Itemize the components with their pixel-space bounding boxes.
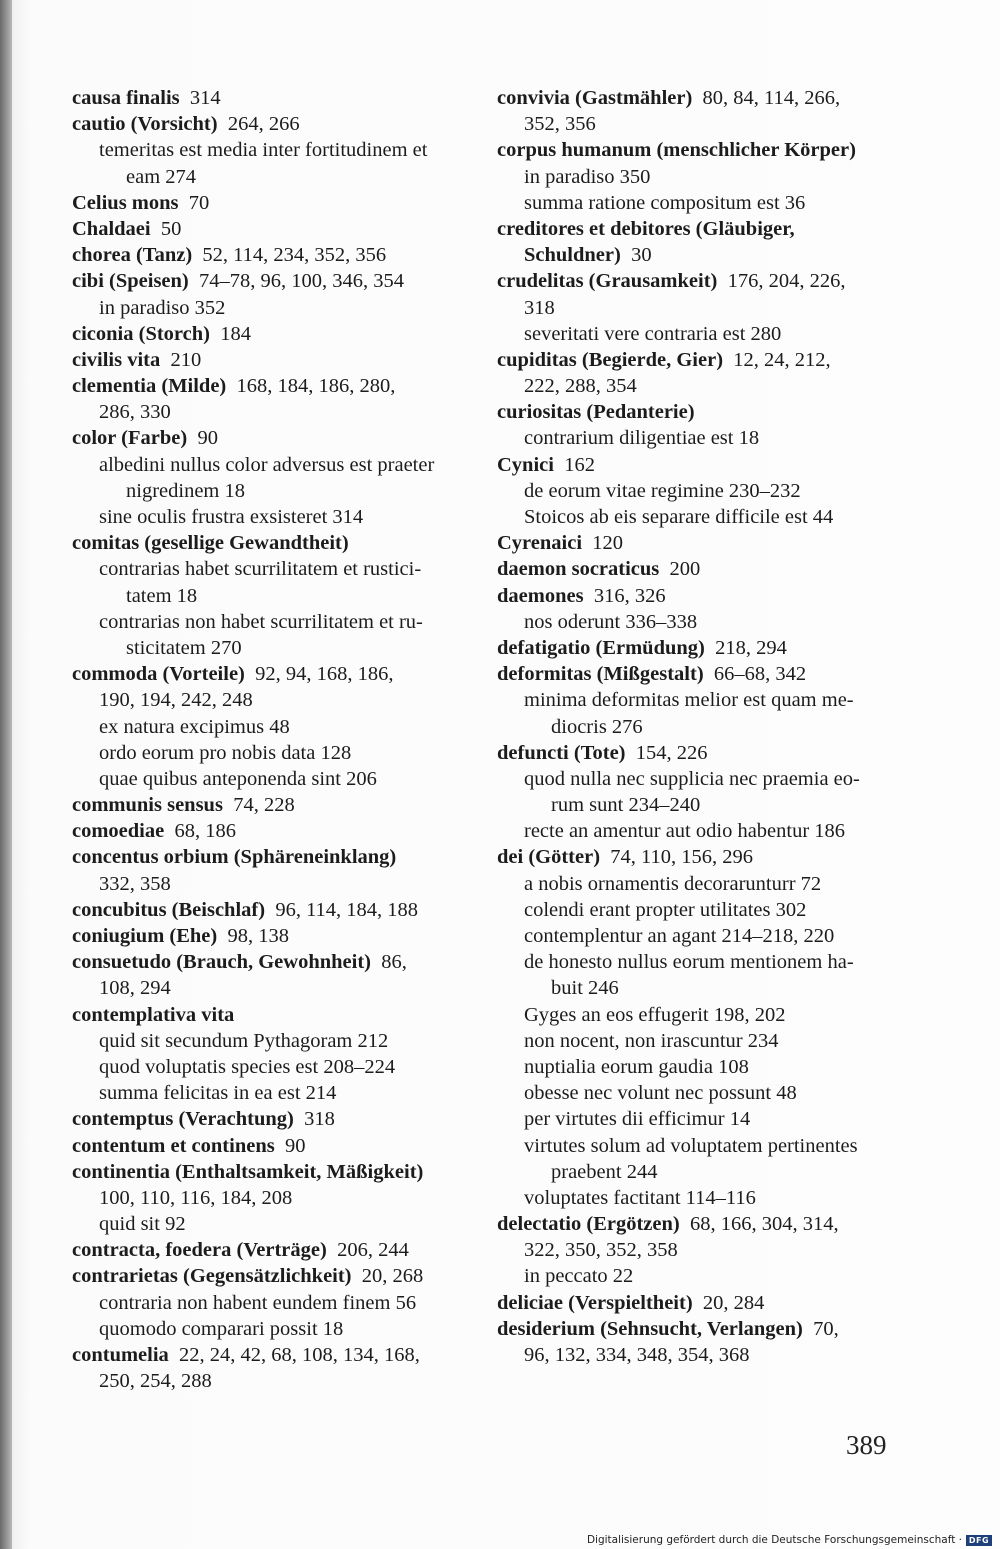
index-subentry-text: quae quibus anteponenda sint 206 bbox=[99, 767, 377, 790]
index-subentry bbox=[497, 373, 897, 399]
index-subentry-text: 108, 294 bbox=[99, 977, 171, 1000]
index-subentry-text: praebent 244 bbox=[551, 1160, 658, 1183]
index-subentry bbox=[72, 1368, 482, 1394]
index-subentry-text: voluptates factitant 114–116 bbox=[524, 1186, 756, 1209]
index-term: desiderium (Sehnsucht, Verlangen) bbox=[497, 1317, 803, 1340]
index-subentry-text: de honesto nullus eorum mentionem ha- bbox=[524, 951, 854, 974]
index-entry bbox=[497, 583, 897, 609]
index-column-left bbox=[72, 85, 482, 1394]
index-subentry bbox=[497, 425, 897, 451]
index-subentry bbox=[497, 111, 897, 137]
index-entry bbox=[497, 556, 897, 582]
index-term: cibi (Speisen) bbox=[72, 270, 189, 293]
index-entry bbox=[497, 661, 897, 687]
index-subentry-text: ordo eorum pro nobis data 128 bbox=[99, 741, 352, 764]
index-subentry-text: nos oderunt 336–338 bbox=[524, 610, 698, 633]
index-subentry-text: summa ratione compositum est 36 bbox=[524, 191, 806, 214]
index-subentry-text: severitati vere contraria est 280 bbox=[524, 322, 782, 345]
index-term: defuncti (Tote) bbox=[497, 741, 626, 764]
index-entry bbox=[497, 85, 897, 111]
index-page-refs: 154, 226 bbox=[635, 741, 708, 764]
index-subentry bbox=[72, 452, 482, 478]
index-term: cautio (Vorsicht) bbox=[72, 113, 218, 136]
index-subentry bbox=[497, 1133, 897, 1159]
index-entry bbox=[72, 792, 482, 818]
index-entry bbox=[72, 216, 482, 242]
index-subentry bbox=[497, 1080, 897, 1106]
index-subentry bbox=[497, 871, 897, 897]
index-entry bbox=[72, 1159, 482, 1185]
index-page-refs: 176, 204, 226, bbox=[727, 270, 846, 293]
index-term: cupiditas (Begierde, Gier) bbox=[497, 348, 724, 371]
index-page-refs: 66–68, 342 bbox=[713, 663, 807, 686]
index-page-refs: 162 bbox=[564, 453, 595, 476]
index-subentry bbox=[72, 1028, 482, 1054]
index-subentry bbox=[497, 1002, 897, 1028]
page-binding-edge bbox=[0, 0, 12, 1549]
index-entry bbox=[72, 661, 482, 687]
index-page-refs: 50 bbox=[160, 217, 182, 240]
index-subentry-text: albedini nullus color adversus est praeter bbox=[99, 453, 435, 476]
index-subentry-text: 286, 330 bbox=[99, 401, 171, 424]
index-term: commoda (Vorteile) bbox=[72, 663, 245, 686]
index-term: deliciae (Verspieltheit) bbox=[497, 1291, 693, 1314]
index-subentry-text: nigredinem 18 bbox=[126, 479, 245, 502]
index-term: color (Farbe) bbox=[72, 427, 188, 450]
credit-text: Digitalisierung gefördert durch die Deutsche Forschungsgemeinschaft · bbox=[586, 1534, 962, 1546]
index-page-refs: 70, bbox=[813, 1317, 839, 1340]
index-subentry-text: summa felicitas in ea est 214 bbox=[99, 1082, 337, 1105]
index-page-refs: 30 bbox=[631, 244, 652, 267]
index-subentry-text: recte an amentur aut odio habentur 186 bbox=[524, 820, 846, 843]
index-subentry-text: diocris 276 bbox=[551, 715, 643, 738]
index-subentry bbox=[72, 1211, 482, 1237]
index-page-refs: 264, 266 bbox=[227, 113, 300, 136]
index-subentry bbox=[497, 609, 897, 635]
index-entry bbox=[497, 1316, 897, 1342]
index-page-refs: 74, 110, 156, 296 bbox=[610, 846, 754, 869]
index-entry bbox=[497, 347, 897, 373]
index-subentry-text: 222, 288, 354 bbox=[524, 375, 637, 398]
index-entry bbox=[497, 635, 897, 661]
index-subentry bbox=[497, 949, 897, 975]
index-subentry bbox=[497, 1185, 897, 1211]
index-entry bbox=[72, 1133, 482, 1159]
index-page-refs: 184 bbox=[220, 322, 251, 345]
index-subentry-text: buit 246 bbox=[551, 977, 619, 1000]
index-subentry-text: quod nulla nec supplicia nec praemia eo- bbox=[524, 767, 860, 790]
index-subentry bbox=[72, 583, 482, 609]
index-entry bbox=[72, 1106, 482, 1132]
index-subentry bbox=[72, 1054, 482, 1080]
index-page-refs: 12, 24, 212, bbox=[733, 348, 831, 371]
index-term: contrarietas (Gegensätzlichkeit) bbox=[72, 1265, 352, 1288]
dfg-logo: DFG bbox=[966, 1535, 992, 1546]
index-subentry-text: de eorum vitae regimine 230–232 bbox=[524, 479, 801, 502]
index-page-refs: 206, 244 bbox=[337, 1239, 409, 1262]
index-subentry bbox=[497, 190, 897, 216]
index-subentry bbox=[72, 295, 482, 321]
index-subentry-text: 332, 358 bbox=[99, 872, 171, 895]
page-number: 389 bbox=[846, 1430, 887, 1460]
index-subentry bbox=[72, 1316, 482, 1342]
index-subentry bbox=[72, 1185, 482, 1211]
index-subentry bbox=[497, 321, 897, 347]
index-term: comitas (gesellige Gewandtheit) bbox=[72, 532, 349, 555]
index-page-refs: 218, 294 bbox=[715, 636, 787, 659]
index-term: convivia (Gastmähler) bbox=[497, 87, 693, 109]
index-subentry-text: rum sunt 234–240 bbox=[551, 794, 701, 817]
index-subentry bbox=[497, 714, 897, 740]
index-entry bbox=[72, 923, 482, 949]
index-subentry-text: a nobis ornamentis decorarunturr 72 bbox=[524, 872, 822, 895]
index-subentry bbox=[72, 687, 482, 713]
index-entry bbox=[497, 1211, 897, 1237]
index-subentry bbox=[497, 242, 897, 268]
index-page-refs: 314 bbox=[189, 87, 221, 109]
index-subentry-text: 318 bbox=[524, 296, 555, 319]
index-subentry-text: per virtutes dii efficimur 14 bbox=[524, 1108, 751, 1131]
digitization-credit bbox=[587, 1531, 992, 1549]
index-term: communis sensus bbox=[72, 794, 223, 817]
index-subentry-text: Gyges an eos effugerit 198, 202 bbox=[524, 1003, 786, 1026]
index-subentry bbox=[72, 975, 482, 1001]
index-subentry bbox=[72, 609, 482, 635]
index-subentry-text: quod voluptatis species est 208–224 bbox=[99, 1055, 396, 1078]
index-subentry-text: sine oculis frustra exsisteret 314 bbox=[99, 506, 364, 528]
index-page-refs: 68, 166, 304, 314, bbox=[689, 1213, 839, 1236]
index-subentry bbox=[497, 504, 897, 530]
index-term: daemones bbox=[497, 584, 584, 607]
index-page-refs: 20, 268 bbox=[361, 1265, 424, 1288]
index-page-refs: 52, 114, 234, 352, 356 bbox=[202, 244, 387, 267]
index-subentry-text: 100, 110, 116, 184, 208 bbox=[99, 1186, 293, 1209]
index-page-refs: 74–78, 96, 100, 346, 354 bbox=[199, 270, 404, 293]
index-page-refs: 86, bbox=[381, 951, 407, 974]
index-term: curiositas (Pedanterie) bbox=[497, 401, 695, 424]
index-page-refs: 98, 138 bbox=[227, 925, 289, 947]
index-entry bbox=[72, 373, 482, 399]
index-page-refs: 210 bbox=[170, 348, 202, 371]
index-subentry-text: quid sit secundum Pythagoram 212 bbox=[99, 1029, 389, 1052]
index-subentry-text: in paradiso 350 bbox=[524, 165, 651, 188]
index-term: Cyrenaici bbox=[497, 532, 583, 555]
index-subentry bbox=[497, 295, 897, 321]
index-subentry-text: ex natura excipimus 48 bbox=[99, 715, 290, 738]
index-subentry bbox=[497, 478, 897, 504]
index-subentry-text: contraria non habent eundem finem 56 bbox=[99, 1291, 417, 1314]
index-entry bbox=[72, 242, 482, 268]
index-term: concubitus (Beischlaf) bbox=[72, 898, 266, 921]
index-subentry-text: quomodo comparari possit 18 bbox=[99, 1317, 344, 1340]
index-subentry bbox=[72, 871, 482, 897]
index-subentry-text: contrarium diligentiae est 18 bbox=[524, 427, 760, 450]
index-page-refs: 22, 24, 42, 68, 108, 134, 168, bbox=[179, 1344, 420, 1366]
index-subentry-text: eam 274 bbox=[126, 165, 197, 188]
index-subentry bbox=[72, 1080, 482, 1106]
index-entry bbox=[497, 740, 897, 766]
index-subentry bbox=[72, 504, 482, 530]
index-subentry-text: contrarias habet scurrilitatem et rustici- bbox=[99, 558, 422, 581]
index-entry bbox=[497, 530, 897, 556]
index-subentry bbox=[497, 818, 897, 844]
index-subentry-text: contemplentur an agant 214–218, 220 bbox=[524, 925, 835, 947]
index-subentry-text: non nocent, non irascuntur 234 bbox=[524, 1029, 779, 1052]
index-entry bbox=[72, 897, 482, 923]
index-subentry bbox=[72, 137, 482, 163]
index-term: daemon socraticus bbox=[497, 558, 660, 581]
index-term: contemplativa vita bbox=[72, 1003, 235, 1026]
index-subentry-text: minima deformitas melior est quam me- bbox=[524, 689, 854, 712]
index-term: civilis vita bbox=[72, 348, 161, 371]
index-subentry-text: Stoicos ab eis separare difficile est 44 bbox=[524, 506, 834, 528]
index-entry bbox=[72, 1263, 482, 1289]
index-subentry bbox=[497, 923, 897, 949]
index-term: chorea (Tanz) bbox=[72, 244, 193, 267]
index-term: concentus orbium (Sphäreneinklang) bbox=[72, 846, 397, 869]
index-subentry bbox=[497, 1028, 897, 1054]
index-subentry-text: temeritas est media inter fortitudinem et bbox=[99, 139, 428, 162]
index-page-refs: 20, 284 bbox=[702, 1291, 765, 1314]
index-term: Cynici bbox=[497, 453, 554, 476]
index-term: coniugium (Ehe) bbox=[72, 925, 218, 947]
index-term: deformitas (Mißgestalt) bbox=[497, 663, 704, 686]
index-subentry bbox=[72, 635, 482, 661]
index-page-refs: 80, 84, 114, 266, bbox=[702, 87, 841, 109]
index-subentry bbox=[72, 164, 482, 190]
index-entry bbox=[72, 85, 482, 111]
index-page-refs: 120 bbox=[592, 532, 624, 555]
index-entry bbox=[72, 111, 482, 137]
index-term: causa finalis bbox=[72, 87, 180, 109]
index-term: ciconia (Storch) bbox=[72, 322, 210, 345]
index-subentry-text: nuptialia eorum gaudia 108 bbox=[524, 1055, 749, 1078]
index-subentry-text: obesse nec volunt nec possunt 48 bbox=[524, 1082, 797, 1105]
index-entry bbox=[72, 530, 482, 556]
index-entry bbox=[497, 216, 897, 242]
index-term: contentum et continens bbox=[72, 1134, 275, 1157]
index-term: delectatio (Ergötzen) bbox=[497, 1213, 680, 1236]
index-page-refs: 168, 184, 186, 280, bbox=[236, 375, 396, 398]
index-subentry bbox=[497, 1237, 897, 1263]
index-term: contumelia bbox=[72, 1344, 169, 1366]
index-subentry bbox=[497, 687, 897, 713]
index-subentry-text: 96, 132, 334, 348, 354, 368 bbox=[524, 1344, 750, 1366]
index-entry bbox=[72, 347, 482, 373]
index-subentry bbox=[497, 1159, 897, 1185]
index-page-refs: 316, 326 bbox=[593, 584, 666, 607]
index-entry bbox=[497, 452, 897, 478]
index-term: contemptus (Verachtung) bbox=[72, 1108, 294, 1131]
index-term: crudelitas (Grausamkeit) bbox=[497, 270, 718, 293]
index-term: dei (Götter) bbox=[497, 846, 601, 869]
index-subentry bbox=[72, 740, 482, 766]
index-subentry bbox=[497, 975, 897, 1001]
index-subentry bbox=[72, 714, 482, 740]
index-entry bbox=[72, 425, 482, 451]
index-entry bbox=[72, 1342, 482, 1368]
index-page-refs: 318 bbox=[304, 1108, 335, 1131]
index-term: continentia (Enthaltsamkeit, Mäßigkeit) bbox=[72, 1160, 424, 1183]
index-subentry-text: colendi erant propter utilitates 302 bbox=[524, 898, 807, 921]
index-page-refs: 90 bbox=[197, 427, 218, 450]
index-subentry-text: 190, 194, 242, 248 bbox=[99, 689, 253, 712]
index-term: creditores et debitores (Gläubiger, bbox=[497, 217, 795, 240]
index-term: corpus humanum (menschlicher Körper) bbox=[497, 139, 856, 162]
index-entry bbox=[72, 268, 482, 294]
index-term: Chaldaei bbox=[72, 217, 151, 240]
index-entry bbox=[72, 321, 482, 347]
index-page-refs: 68, 186 bbox=[174, 820, 236, 843]
index-subentry-text: contrarias non habet scurrilitatem et ru- bbox=[99, 610, 423, 633]
index-subentry-text: virtutes solum ad voluptatem pertinentes bbox=[524, 1134, 858, 1157]
index-page-refs: 90 bbox=[284, 1134, 306, 1157]
index-subentry bbox=[497, 1054, 897, 1080]
index-subentry-text: in peccato 22 bbox=[524, 1265, 634, 1288]
index-term: Schuldner) bbox=[524, 244, 621, 267]
index-entry bbox=[497, 399, 897, 425]
index-subentry bbox=[72, 1290, 482, 1316]
index-entry bbox=[497, 137, 897, 163]
index-entry bbox=[72, 818, 482, 844]
index-page-refs: 74, 228 bbox=[233, 794, 295, 817]
index-term: clementia (Milde) bbox=[72, 375, 227, 398]
index-subentry bbox=[497, 792, 897, 818]
index-entry bbox=[497, 1290, 897, 1316]
index-entry bbox=[72, 949, 482, 975]
index-subentry bbox=[72, 478, 482, 504]
index-subentry-text: quid sit 92 bbox=[99, 1213, 186, 1236]
index-subentry bbox=[497, 766, 897, 792]
index-subentry-text: tatem 18 bbox=[126, 584, 198, 607]
index-subentry bbox=[497, 1342, 897, 1368]
index-page-refs: 70 bbox=[188, 191, 210, 214]
index-subentry bbox=[72, 766, 482, 792]
index-entry bbox=[72, 844, 482, 870]
index-subentry bbox=[497, 1263, 897, 1289]
index-subentry-text: sticitatem 270 bbox=[126, 636, 242, 659]
index-page-refs: 200 bbox=[669, 558, 701, 581]
index-subentry-text: 322, 350, 352, 358 bbox=[524, 1239, 678, 1262]
index-subentry bbox=[497, 897, 897, 923]
index-page-refs: 92, 94, 168, 186, bbox=[255, 663, 394, 686]
index-subentry-text: 352, 356 bbox=[524, 113, 596, 136]
index-subentry bbox=[72, 399, 482, 425]
index-term: comoediae bbox=[72, 820, 165, 843]
index-entry bbox=[497, 268, 897, 294]
index-subentry bbox=[497, 164, 897, 190]
index-page-refs: 96, 114, 184, 188 bbox=[275, 898, 419, 921]
index-entry bbox=[72, 1237, 482, 1263]
index-entry bbox=[72, 1002, 482, 1028]
index-term: Celius mons bbox=[72, 191, 179, 214]
index-term: consuetudo (Brauch, Gewohnheit) bbox=[72, 951, 371, 974]
index-entry bbox=[72, 190, 482, 216]
index-subentry bbox=[72, 556, 482, 582]
index-term: contracta, foedera (Verträge) bbox=[72, 1239, 327, 1262]
index-subentry-text: 250, 254, 288 bbox=[99, 1370, 212, 1393]
index-entry bbox=[497, 844, 897, 870]
index-term: defatigatio (Ermüdung) bbox=[497, 636, 705, 659]
index-subentry bbox=[497, 1106, 897, 1132]
index-column-right bbox=[497, 85, 897, 1368]
index-subentry-text: in paradiso 352 bbox=[99, 296, 226, 319]
